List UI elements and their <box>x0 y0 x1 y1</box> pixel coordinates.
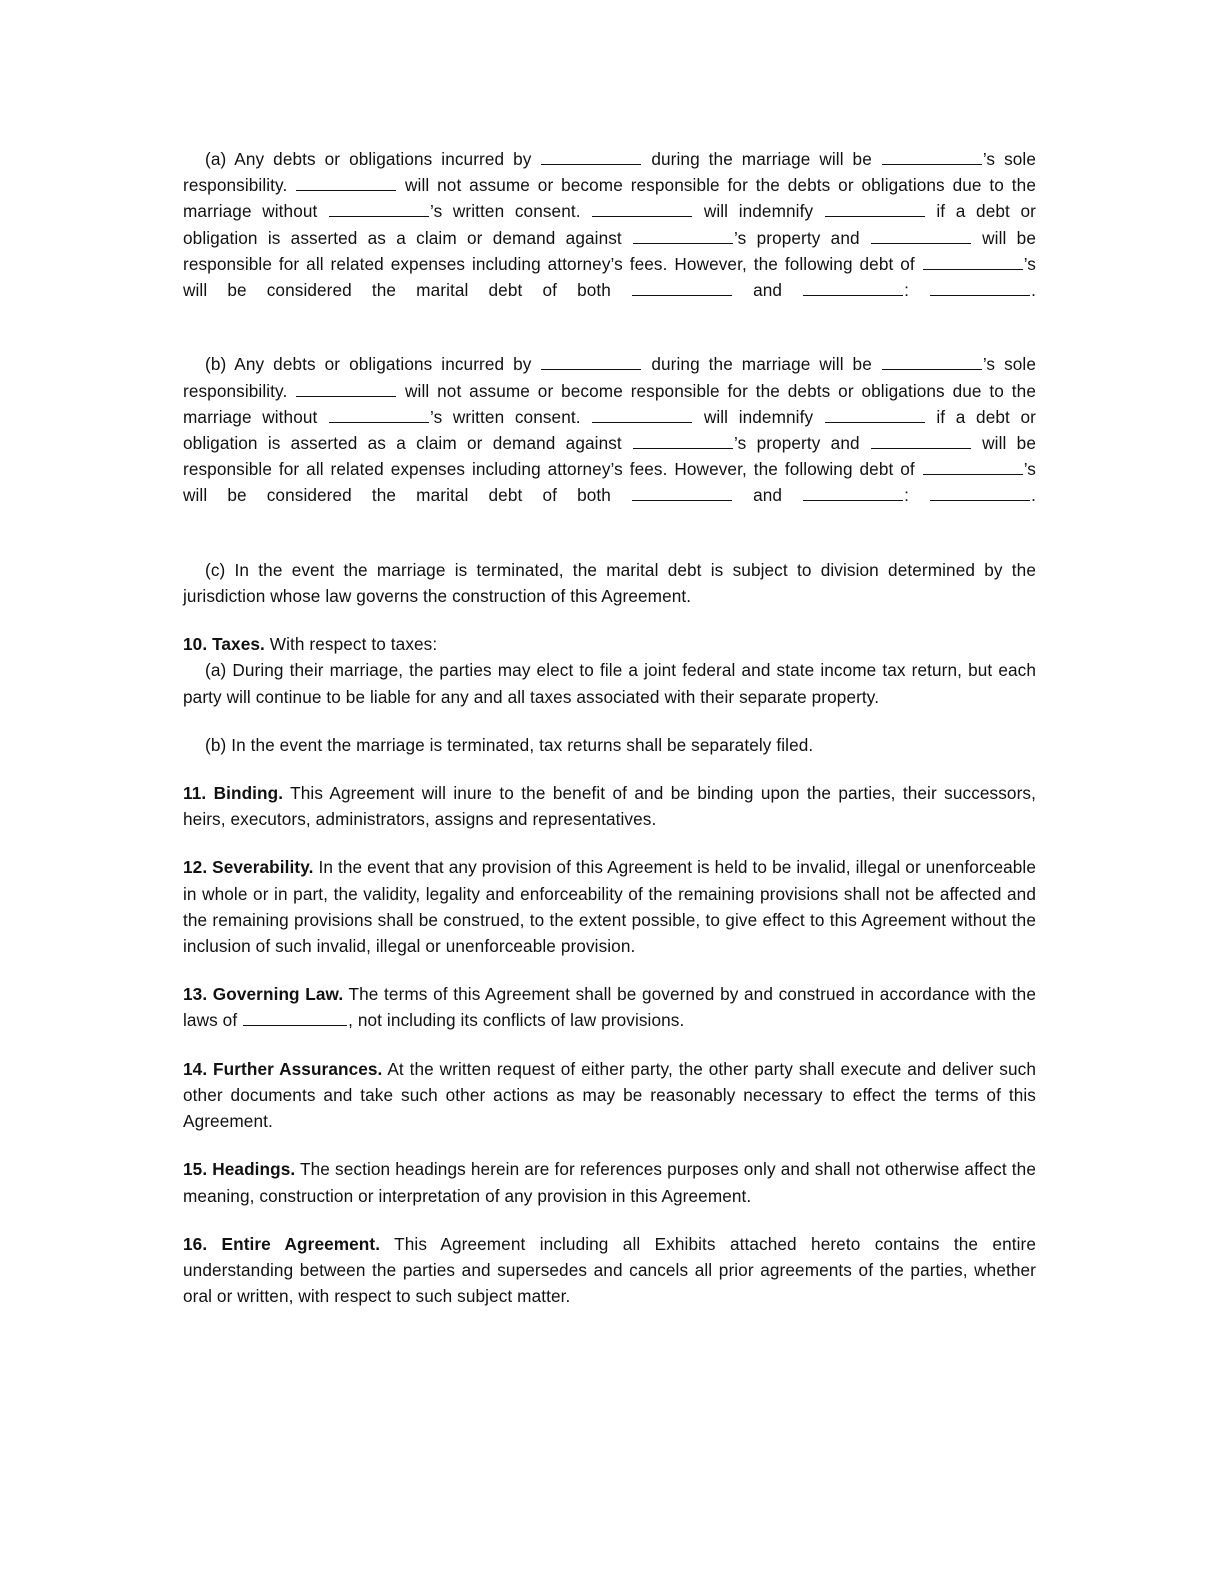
section-severability <box>183 854 1036 959</box>
text-b-10: ’s will be considered the marital debt of both <box>183 459 1036 506</box>
text-a-13: . <box>1031 280 1036 301</box>
text-a-1: Any debts or obligations incurred by <box>226 149 541 169</box>
text-a-11: and <box>733 280 803 301</box>
text-b-5: ’s written consent. <box>430 406 592 427</box>
section-binding <box>183 780 1036 832</box>
blank-field-governing-law[interactable] <box>243 1010 347 1027</box>
taxes-text-b: In the event the marriage is terminated, tax returns shall be separately filed. <box>226 734 814 755</box>
blank-field[interactable] <box>930 279 1030 296</box>
blank-field[interactable] <box>592 201 692 218</box>
blank-field[interactable] <box>633 227 733 244</box>
text-a-7: if a debt or obligation is asserted as a claim or demand against <box>183 201 1036 248</box>
blank-field[interactable] <box>296 174 396 191</box>
text-b-9: will be responsible for all related expenses including attorney’s fees. However, the following debt of <box>183 433 1036 480</box>
blank-field[interactable] <box>803 279 903 296</box>
blank-field[interactable] <box>633 432 733 449</box>
taxes-label-b: (b) <box>205 734 227 755</box>
governing-law-text-before: The terms of this Agreement shall be governed by and construed in accordance with the laws of <box>183 984 1036 1031</box>
text-b-6: will indemnify <box>693 406 824 427</box>
blank-field[interactable] <box>592 406 692 423</box>
paragraph-label-b: (b) <box>205 354 227 375</box>
section-binding-text: This Agreement will inure to the benefit of and be binding upon the parties, their successors, heirs, executors, administrators, assigns and representatives. <box>183 783 1036 830</box>
paragraph-debts-c <box>183 557 1036 609</box>
document-body <box>183 146 1036 1309</box>
section-further-assurances <box>183 1056 1036 1135</box>
text-a-2: during the marriage will be <box>642 149 881 169</box>
text-a-9: will be responsible for all related expenses including attorney’s fees. However, the following debt of <box>183 227 1036 274</box>
text-a-4: will not assume or become responsible for the debts or obligations due to the marriage without <box>183 175 1036 222</box>
text-b-12: : <box>904 485 930 506</box>
section-number-entire-agreement: 16. Entire Agreement. <box>183 1233 381 1254</box>
section-number-binding: 11. Binding. <box>183 783 284 804</box>
section-taxes-item-b <box>183 732 1036 758</box>
blank-field[interactable] <box>296 380 396 397</box>
paragraph-debts-b <box>183 351 1036 534</box>
text-a-3: ’s sole responsibility. <box>183 149 1036 196</box>
taxes-label-a: (a) <box>205 660 227 681</box>
blank-field[interactable] <box>923 253 1023 270</box>
blank-field[interactable] <box>541 148 641 165</box>
section-number-further-assurances: 14. Further Assurances. <box>183 1058 383 1079</box>
text-b-11: and <box>733 485 803 506</box>
paragraph-label-c: (c) <box>205 559 226 580</box>
blank-field[interactable] <box>930 485 1030 502</box>
blank-field[interactable] <box>632 485 732 502</box>
section-number-governing-law: 13. Governing Law. <box>183 984 344 1005</box>
paragraph-debts-a <box>183 146 1036 329</box>
taxes-text-a: During their marriage, the parties may elect to file a joint federal and state income tax return, but each party will continue to be liable for any and all taxes associated with their separate property. <box>183 660 1036 707</box>
section-entire-agreement-text: This Agreement including all Exhibits attached hereto contains the entire understanding between the parties and supersedes and cancels all prior agreements of the parties, whether oral or written, with respect to such subject matter. <box>183 1233 1037 1307</box>
section-severability-text: In the event that any provision of this Agreement is held to be invalid, illegal or unenforceable in whole or in part, the validity, legality and enforceability of the remaining provisions shall not be affected and the remaining provisions shall be construed, to the extent possible, to give effect to this Agreement without the inclusion of such invalid, illegal or unenforceable provision. <box>183 857 1036 957</box>
text-a-5: ’s written consent. <box>430 201 592 222</box>
blank-field[interactable] <box>632 279 732 296</box>
section-governing-law <box>183 981 1036 1033</box>
text-b-13: . <box>1031 485 1036 506</box>
text-a-12: : <box>904 280 930 301</box>
blank-field[interactable] <box>882 354 982 371</box>
blank-field[interactable] <box>329 406 429 423</box>
blank-field[interactable] <box>803 485 903 502</box>
section-taxes-item-a <box>183 657 1036 709</box>
section-headings-text: The section headings herein are for references purposes only and shall not otherwise affect the meaning, construction or interpretation of any provision in this Agreement. <box>183 1159 1036 1206</box>
section-taxes-intro: With respect to taxes: <box>264 634 438 655</box>
blank-field[interactable] <box>871 227 971 244</box>
section-number-severability: 12. Severability. <box>183 857 314 878</box>
section-number-headings: 15. Headings. <box>183 1159 296 1180</box>
blank-field[interactable] <box>329 201 429 218</box>
text-b-7: if a debt or obligation is asserted as a claim or demand against <box>183 406 1036 454</box>
blank-field[interactable] <box>923 458 1023 475</box>
section-headings <box>183 1156 1036 1208</box>
section-entire-agreement <box>183 1231 1036 1310</box>
paragraph-label-a: (a) <box>205 149 227 169</box>
blank-field[interactable] <box>825 406 925 423</box>
text-a-8: ’s property and <box>734 227 870 248</box>
section-further-assurances-text: At the written request of either party, the other party shall execute and deliver such other documents and take such other actions as may be reasonably necessary to effect the terms of this Agreement. <box>183 1058 1036 1132</box>
text-a-6: will indemnify <box>693 201 824 222</box>
governing-law-text-after: , not including its conflicts of law provisions. <box>348 1010 685 1031</box>
text-b-1: Any debts or obligations incurred by <box>226 354 541 375</box>
blank-field[interactable] <box>882 148 982 165</box>
blank-field[interactable] <box>541 354 641 371</box>
text-c: In the event the marriage is terminated, the marital debt is subject to division determined by the jurisdiction whose law governs the construction of this Agreement. <box>183 559 1036 607</box>
section-number-taxes: 10. Taxes. <box>183 634 265 655</box>
section-taxes-heading <box>183 631 1036 657</box>
blank-field[interactable] <box>871 432 971 449</box>
blank-field[interactable] <box>825 201 925 218</box>
text-b-8: ’s property and <box>734 433 870 454</box>
text-a-10: ’s will be considered the marital debt of both <box>183 253 1036 301</box>
text-b-3: ’s sole responsibility. <box>183 354 1036 401</box>
text-b-2: during the marriage will be <box>642 354 881 375</box>
text-b-4: will not assume or become responsible for the debts or obligations due to the marriage without <box>183 380 1036 427</box>
